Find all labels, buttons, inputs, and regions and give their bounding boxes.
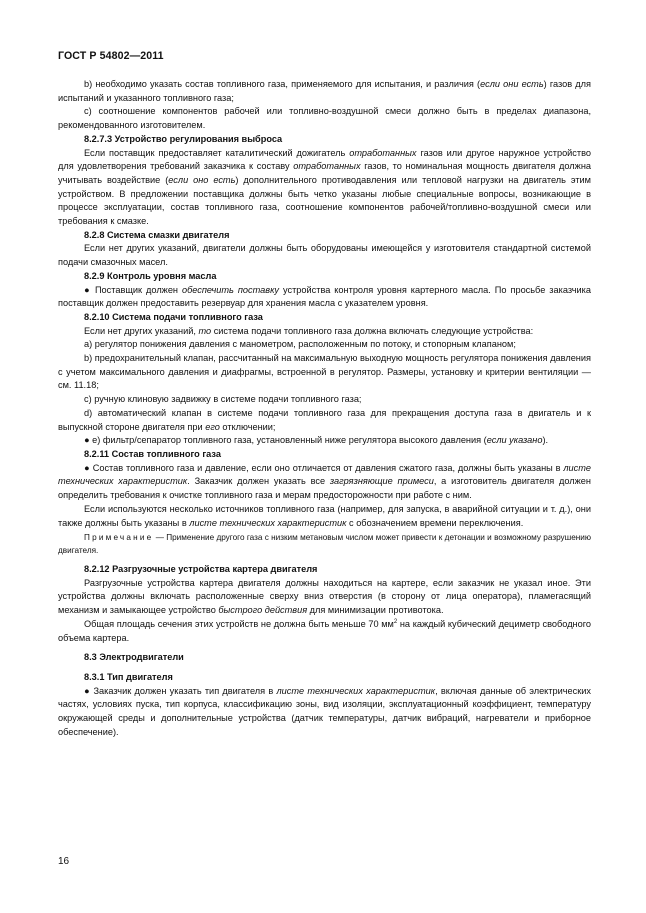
- section-8-2-9-text: ● Поставщик должен обеспечить поставку устройства контроля уровня картерного масла. По просьбе заказчика поставщик должен предоставить резервуар для хранения масла с указателем уровня.: [58, 284, 592, 309]
- list-item-b: b) предохранительный клапан, рассчитанный на максимальную выходную мощность регулятора понижения давления с учетом максимального давления и диафрагмы, встроенной в регулятор. Размеры, установку и критерии вентиляции — см. 11.18;: [58, 353, 591, 391]
- section-8-2-9-heading: 8.2.9 Контроль уровня масла: [84, 270, 217, 281]
- section-8-2-7-3-text: Если поставщик предоставляет каталитический дожигатель отработанных газов или другое наружное устройство для удовлетворения требований заказчика к составу отработанных газов, то номинальная мощность двигателя должна учитывать воздействие (если оно есть) дополнительного противодавления или тепловой нагрузки на двигатель этим устройством. В предложении поставщика должны быть четко указаны любые специальные вопросы, возникающие в процессе эксплуатации, состав топливного газа, соотношение компонентов рабочей/топливно-воздушной смеси или требования к смазке.: [58, 147, 591, 227]
- section-8-3-heading: 8.3 Электродвигатели: [84, 652, 184, 663]
- section-8-2-8-heading: 8.2.8 Система смазки двигателя: [84, 229, 230, 240]
- list-item-c: c) ручную клиновую задвижку в системе подачи топливного газа;: [84, 394, 362, 405]
- list-item-d: d) автоматический клапан в системе подачи топливного газа для прекращения доступа газа в двигатель и к выпускной стороне двигателя при его отключении;: [58, 407, 591, 432]
- item-c: c) соотношение компонентов рабочей или топливно-воздушной смеси должно быть в пределах диапазона, рекомендованного изготовителем.: [58, 106, 591, 131]
- section-8-2-11-heading: 8.2.11 Состав топливного газа: [84, 448, 221, 459]
- section-8-2-11-p2: Если используются несколько источников топливного газа (например, для запуска, в аварийной ситуации и т. д.), они также должны быть указаны в листе технических характеристик с обозначением времени переключения.: [58, 503, 591, 528]
- section-8-2-12-p1: Разгрузочные устройства картера двигателя должны находиться на картере, если заказчик не указал иное. Эти устройства должны включать расположенные сверху вниз отверстия (в сторону от лица оператора), пламегасящий механизм и замыкающее устройство быстрого действия для минимизации противотока.: [58, 577, 591, 616]
- section-8-2-10-intro: Если нет других указаний, то система подачи топливного газа должна включать следующие устройства:: [84, 325, 534, 336]
- section-8-2-10-heading: 8.2.10 Система подачи топливного газа: [84, 311, 263, 322]
- section-8-2-7-3-heading: 8.2.7.3 Устройство регулирования выброса: [84, 133, 283, 144]
- section-8-2-11-note: Примечание — Применение другого газа с низким метановым числом может привести к детонации и возможному разрушению двигателя.: [58, 533, 591, 555]
- section-8-3-1-text: ● Заказчик должен указать тип двигателя в листе технических характеристик, включая данные об электрических частях, условиях пуска, тип корпуса, классификацию зоны, вид изоляции, эксплуатационный коэффициент, температуру окружающей среды и дополнительные устройства (датчик температуры, датчик вибраций, нагреватели и приборное обеспечение).: [58, 685, 591, 737]
- item-b: b) необходимо указать состав топливного газа, применяемого для испытания, и различия (если они есть) газов для испытаний и указанного топливного газа;: [58, 79, 591, 103]
- standard-header: ГОСТ Р 54802—2011: [58, 50, 164, 62]
- document-body: [58, 78, 591, 739]
- section-8-2-12-heading: 8.2.12 Разгрузочные устройства картера двигателя: [84, 564, 318, 575]
- section-8-2-12-p2: Общая площадь сечения этих устройств не должна быть меньше 70 $мм^2$ на каждый кубический дециметр свободного объема картера.: [58, 618, 591, 643]
- page-number: 16: [58, 856, 70, 867]
- list-item-e: ● e) фильтр/сепаратор топливного газа, установленный ниже регулятора высокого давления (если указано).: [84, 435, 549, 446]
- section-8-3-1-heading: 8.3.1 Тип двигателя: [84, 671, 173, 682]
- list-item-a: a) регулятор понижения давления с манометром, расположенным по потоку, и стопорным клапаном;: [84, 339, 516, 350]
- section-8-2-11-p1: ● Состав топливного газа и давление, если оно отличается от давления сжатого газа, должны быть указаны в листе технических характеристик. Заказчик должен указать все загрязняющие примеси, а изготовитель двигателя должен определить требования к очистке топливного газа и мерам предосторожности при работе с ним.: [58, 462, 591, 501]
- section-8-2-8-text: Если нет других указаний, двигатели должны быть оборудованы имеющейся у изготовителя стандартной системой подачи смазочных масел.: [58, 243, 591, 268]
